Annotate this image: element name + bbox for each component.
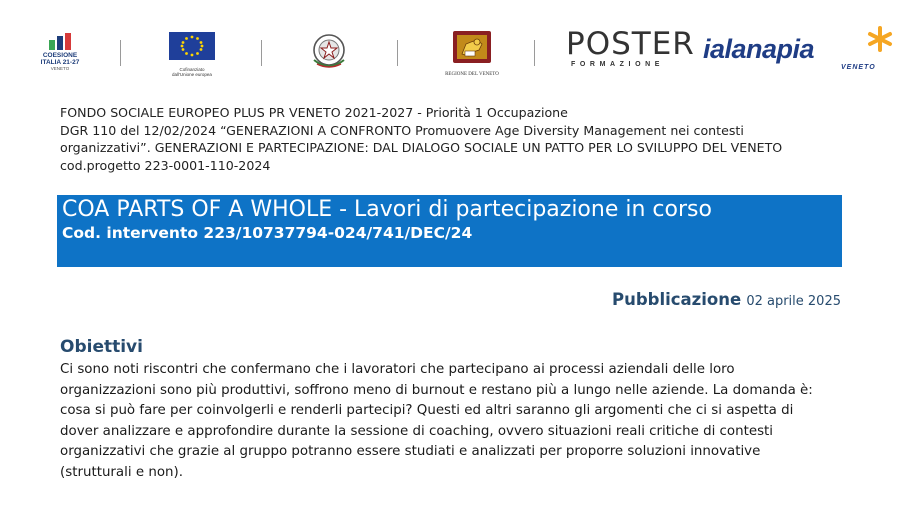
poster-subtitle: FORMAZIONE — [571, 61, 665, 68]
logo-bar — [0, 0, 914, 95]
fund-header — [60, 104, 850, 174]
republic-emblem-icon — [305, 30, 353, 72]
asterisk-star-icon — [867, 26, 893, 52]
objectives-line: cosa si può fare per coinvolgerli e renderli partecipi? Questi ed altri saranno gli argomenti che ci si aspetta di — [60, 403, 794, 418]
objectives-line: (strutturali e non). — [60, 464, 183, 480]
regione-veneto-logo — [440, 30, 504, 78]
coesione-italia-logo — [36, 32, 84, 77]
eu-caption-line2: dall'Unione europea — [172, 72, 212, 77]
objectives-line: Ci sono noti riscontri che confermano che i lavoratori che partecipano ai processi aziendali delle loro — [60, 362, 735, 377]
objectives-line: organizzazioni sono più produttivi, soffrono meno di burnout e restano più a lungo nelle aziende. La domanda è: — [60, 382, 813, 398]
coesione-line2: ITALIA 21-27 — [40, 59, 80, 66]
eu-cofinanced-logo — [166, 32, 218, 76]
fund-header-line: DGR 110 del 12/02/2024 “GENERAZIONI A CONFRONTO Promuovere Age Diversity Management nei contesti — [60, 122, 744, 138]
logo-separator — [397, 40, 398, 66]
objectives-line: dover analizzare e approfondire durante la sessione di coaching, ovvero situazioni reali critiche di contesti — [60, 423, 774, 439]
regione-caption: REGIONE DEL VENETO — [445, 72, 499, 77]
logo-separator — [261, 40, 262, 66]
coesione-mark-icon — [47, 32, 73, 52]
ialanapia-wordmark — [703, 33, 814, 65]
logo-separator — [534, 40, 535, 66]
publication-label: Pubblicazione — [611, 290, 742, 309]
course-title: COA PARTS OF A WHOLE - Lavori di partecipazione in corso — [62, 197, 712, 222]
coesione-line3: VENETO — [50, 66, 70, 71]
objectives-heading: Obiettivi — [60, 337, 143, 357]
publication-date: 02 aprile 2025 — [746, 294, 841, 309]
poster-wordmark: POSTER — [566, 26, 695, 62]
lion-of-st-mark-icon — [449, 30, 495, 66]
italian-republic-emblem — [305, 30, 353, 72]
anapia-text: anapia — [731, 34, 815, 64]
logo-separator — [120, 40, 121, 66]
publication-info — [612, 290, 841, 309]
poster-formazione-logo — [566, 26, 695, 76]
course-code: Cod. intervento 223/10737794-024/741/DEC/24 — [62, 224, 473, 242]
ialanapia-veneto-logo — [703, 26, 903, 76]
objectives-line: organizzativi che grazie al gruppo potranno essere studiati e analizzati per proporre soluzioni innovative — [60, 444, 761, 459]
course-title-banner — [57, 195, 842, 267]
eu-caption-line1: Cofinanziato — [179, 67, 205, 72]
ial-text: ial — [703, 34, 732, 64]
objectives-body — [60, 360, 850, 483]
fund-header-line: FONDO SOCIALE EUROPEO PLUS PR VENETO 2021-2027 - Priorità 1 Occupazione — [60, 105, 568, 120]
fund-header-line: cod.progetto 223-0001-110-2024 — [60, 157, 271, 173]
fund-header-line: organizzativi”. GENERAZIONI E PARTECIPAZIONE: DAL DIALOGO SOCIALE UN PATTO PER LO SVILUPPO DEL VENETO — [60, 140, 783, 155]
eu-flag-icon — [169, 32, 215, 60]
coesione-line1: COESIONE — [42, 52, 78, 59]
ialanapia-subtitle: VENETO — [841, 64, 876, 71]
